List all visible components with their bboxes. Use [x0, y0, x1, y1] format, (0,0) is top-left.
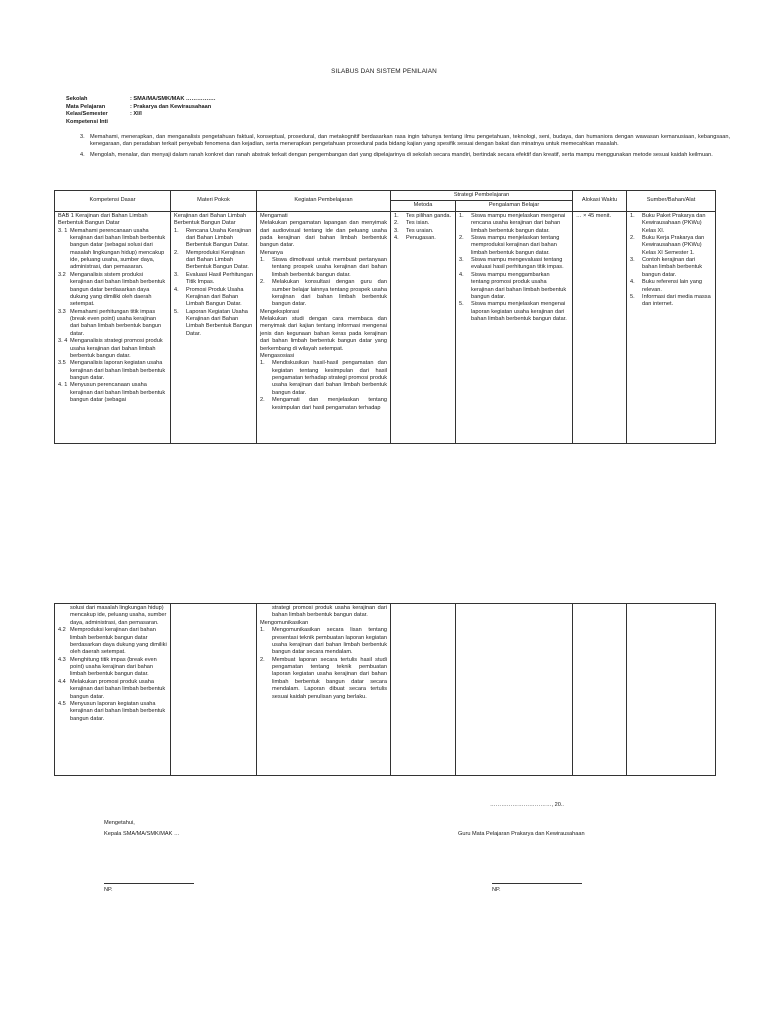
sumber-text: Buku Paket Prakarya dan Kewirausahaan (PKWu) Kelas XI.	[642, 212, 706, 234]
kegiatan-number: 1.	[260, 627, 265, 634]
materi-item	[174, 287, 253, 309]
sumber-number: 1.	[630, 212, 635, 219]
kegiatan-text: Mengamati dan menjelaskan tentang kesimpulan dari hasil pengamatan terhadap	[272, 397, 387, 411]
kd-number: 4. 1	[58, 382, 68, 389]
cell-pengalaman-cont	[456, 604, 573, 776]
sumber-item	[630, 213, 712, 235]
kegiatan-item	[260, 657, 387, 701]
materi-number: 4.	[174, 286, 179, 293]
mengetahui-label: Mengetahui,	[104, 820, 135, 826]
metoda-text: Penugasan.	[406, 234, 436, 241]
ki-item	[80, 152, 730, 159]
kd-continuation: solusi dari masalah lingkungan hidup) mencakup ide, peluang usaha, sumber daya, administrasi, dan pemasaran.	[70, 605, 167, 626]
ki-number: 3.	[80, 134, 85, 140]
sumber-text: Informasi dari media massa dan internet.	[642, 293, 711, 308]
meta-key: Kompetensi Inti	[66, 118, 108, 125]
materi-item	[174, 309, 253, 339]
kd-number: 3.2	[58, 271, 66, 278]
syllabus-table-page-2	[54, 603, 716, 776]
ki-text: Mengolah, menalar, dan menyaji dalam ranah konkret dan ranah abstrak terkait dengan pengembangan dari yang dipelajarinya di sekolah secara mandiri, bertindak secara efektif dan kreatif, serta mampu menggunakan metode sesuai kaidah keilmuan.	[90, 151, 713, 158]
kd-text: Menghitung titik impas (break even point) usaha kerajinan dari bahan limbah berbentuk bangun datar.	[70, 656, 157, 678]
metoda-number: 2.	[394, 220, 399, 227]
sumber-number: 2.	[630, 234, 635, 241]
kd-text: Melakukan promosi produk usaha kerajinan dari bahan limbah berbentuk bangun datar.	[70, 678, 166, 700]
metoda-text: Tes pilihan ganda.	[406, 212, 452, 219]
header-materi-pokok: Materi Pokok	[171, 191, 257, 212]
sumber-text: Buku referensi lain yang relevan.	[642, 279, 703, 293]
pengalaman-number: 1.	[459, 212, 464, 219]
ki-text: Memahami, menerapkan, dan menganalisis pengetahuan faktual, konseptual, prosedural, dan metakognitif berdasarkan rasa ingin tahunya tentang ilmu pengetahuan, teknologi, seni, budaya, dan humaniora dengan wawasan kemanusiaan, kebangsaan, kenegaraan, dan peradaban terkait penyebab fenomena dan kejadian, serta menerapkan pengetahuan prosedural pada bidang kajian yang spesifik sesuai dengan bakat dan minatnya untuk memecahkan masalah.	[90, 134, 730, 148]
kd-text: Menganalisis strategi promosi produk usaha kerajinan dari bahan limbah berbentuk bangun datar.	[70, 338, 163, 359]
sumber-item	[630, 235, 712, 257]
meta-key: Sekolah	[66, 96, 88, 102]
sumber-item	[630, 279, 712, 294]
signature-line-principal	[104, 883, 194, 884]
kd-text: Memahami perhitungan titik impas (break even point) usaha kerajinan dari bahan limbah berbentuk bangun datar.	[70, 308, 162, 337]
cell-metoda	[391, 211, 456, 443]
meta-value: : SMA/MA/SMK/MAK …………….	[130, 96, 216, 102]
meta-row-mapel	[66, 104, 215, 112]
materi-item	[174, 272, 253, 287]
header-kompetensi-dasar: Kompetensi Dasar	[55, 191, 171, 212]
materi-text: Promosi Produk Usaha Kerajinan dari Bahan Limbah Bangun Datar.	[186, 286, 244, 308]
alokasi-value: … × 45 menit.	[576, 212, 611, 219]
pengalaman-text: Siswa mampu menjelaskan tentang memproduksi kerajinan dari bahan limbah berbentuk bangun datar.	[471, 234, 560, 256]
header-pengalaman: Pengalaman Belajar	[456, 201, 573, 211]
materi-number: 5.	[174, 308, 179, 315]
header-kegiatan: Kegiatan Pembelajaran	[257, 191, 391, 212]
pengalaman-number: 3.	[459, 257, 464, 263]
kd-number: 4.2	[58, 627, 66, 634]
kegiatan-heading-mengeksplorasi: Mengeksplorasi	[260, 308, 300, 315]
pengalaman-item	[459, 235, 569, 257]
materi-text: Evaluasi Hasil Perhitungan Titik Impas.	[186, 271, 253, 286]
kd-number: 3.5	[58, 360, 66, 367]
materi-text: Laporan Kegiatan Usaha Kerajinan dari Bahan Limbah Berbentuk Bangun Datar.	[186, 308, 253, 337]
kd-text: Menganalisis sistem produksi kerajinan dari bahan limbah berbentuk bangun datar berdasarkan daya dukung yang dimiliki oleh daerah setempat.	[70, 271, 166, 308]
kegiatan-item	[260, 360, 387, 397]
materi-number: 3.	[174, 271, 179, 278]
kd-item	[58, 338, 167, 360]
pengalaman-number: 4.	[459, 271, 464, 278]
meta-row-sekolah	[66, 96, 215, 104]
materi-text: Memproduksi Kerajinan dari Bahan Limbah Berbentuk Bangun Datar.	[186, 249, 249, 271]
meta-key: Kelas/Semester	[66, 111, 108, 118]
header-metoda: Metoda	[391, 201, 456, 211]
kd-number: 4.4	[58, 678, 66, 685]
kd-text: Menyusun perencanaan usaha kerajinan dari bahan limbah berbentuk bangun datar (sebagai	[70, 382, 166, 404]
teacher-label: Guru Mata Pelajaran Prakarya dan Kewirausahaan	[458, 831, 585, 837]
header-sumber: Sumber/Bahan/Alat	[627, 191, 716, 212]
materi-number: 2.	[174, 249, 179, 256]
metoda-item	[394, 213, 452, 220]
kegiatan-heading-mengomunikasikan: Mengomunikasikan	[260, 619, 309, 626]
pengalaman-item	[459, 301, 569, 323]
meta-row-kelas	[66, 111, 215, 119]
place-date: ……………………………, 20..	[490, 802, 564, 808]
cell-kegiatan-cont	[257, 604, 391, 776]
metoda-item	[394, 228, 452, 235]
kegiatan-text: Membuat laporan secara tertulis hasil studi pengamatan tentang teknik pembuatan laporan kegiatan usaha kerajinan dari bahan limbah berbentuk bangun datar secara mendalam. Laporan dibuat secara tertulis sesuai kaidah penulisan yang berlaku.	[272, 656, 387, 700]
kegiatan-continuation: strategi promosi produk usaha kerajinan dari bahan limbah berbentuk bangun datar.	[272, 605, 387, 619]
pengalaman-item	[459, 272, 569, 302]
cell-sumber	[627, 211, 716, 443]
signature-line-teacher	[492, 883, 582, 884]
cell-alokasi-waktu	[573, 211, 627, 443]
kd-number: 3. 1	[58, 227, 68, 234]
metoda-number: 4.	[394, 234, 399, 241]
sumber-item	[630, 257, 712, 279]
metoda-text: Tes isian.	[406, 220, 430, 227]
materi-title: Kerajinan dari Bahan Limbah Berbentuk Bangun Datar	[174, 212, 247, 227]
meta-key: Mata Pelajaran	[66, 103, 106, 110]
pengalaman-item	[459, 257, 569, 272]
pengalaman-text: Siswa mampu mengevaluasi tentang evaluasi hasil perhitungan titik impas.	[471, 257, 564, 271]
ki-number: 4.	[80, 151, 85, 158]
meta-value: : Prakarya dan Kewirausahaan	[130, 103, 212, 110]
kd-item	[58, 228, 167, 272]
kegiatan-number: 1.	[260, 360, 265, 367]
pengalaman-number: 5.	[459, 301, 464, 308]
kd-number: 4.5	[58, 700, 66, 707]
cell-alokasi-cont	[573, 604, 627, 776]
kegiatan-number: 2.	[260, 279, 265, 286]
kd-item	[58, 701, 167, 723]
kd-text: Menyusun laporan kegiatan usaha kerajinan dari bahan limbah berbentuk bangun datar.	[70, 700, 166, 722]
kegiatan-item	[260, 627, 387, 657]
kd-bab-title: BAB 1 Kerajinan dari Bahan Limbah Berbentuk Bangun Datar	[58, 212, 148, 227]
pengalaman-text: Siswa mampu menjelaskan mengenai laporan kegiatan usaha kerajinan dari bahan limbah berbentuk bangun datar.	[471, 301, 567, 322]
kd-item	[58, 360, 167, 382]
kd-number: 4.3	[58, 656, 66, 663]
kd-text: Memproduksi kerajinan dari bahan limbah berbentuk bangun datar berdasarkan daya dukung yang dimiliki oleh daerah setempat.	[70, 627, 167, 656]
kegiatan-text: Melakukan konsultasi dengan guru dan sumber belajar lainnya tentang prospek usaha kerajinan dari bahan limbah berbentuk bangun datar.	[272, 279, 387, 308]
identity-block	[66, 96, 215, 126]
pengalaman-number: 2.	[459, 234, 464, 241]
cell-materi-pokok	[171, 211, 257, 443]
sumber-text: Buku Kerja Prakarya dan Kewirausahaan (PKWu) Kelas XI Semester 1.	[642, 234, 705, 256]
kd-text: Memahami perencanaan usaha kerajinan dari bahan limbah berbentuk bangun datar (sebagai solusi dari masalah lingkungan hidup) mencakup ide, peluang usaha, sumber daya, administrasi, dan pemasaran.	[70, 227, 166, 271]
meta-value: : XI/I	[130, 111, 142, 118]
header-strategi: Strategi Pembelajaran	[391, 191, 573, 201]
cell-metoda-cont	[391, 604, 456, 776]
metoda-item	[394, 235, 452, 242]
kegiatan-number: 1.	[260, 257, 265, 263]
kd-item	[58, 679, 167, 701]
metoda-item	[394, 220, 452, 227]
metoda-number: 3.	[394, 227, 399, 234]
kegiatan-text: Siswa dimotivasi untuk membuat pertanyaan tentang prospek usaha kerajinan dari bahan limbah berbentuk bangun datar.	[272, 257, 387, 278]
cell-kegiatan	[257, 211, 391, 443]
kegiatan-number: 2.	[260, 656, 265, 663]
kegiatan-heading-mengamati: Mengamati	[260, 212, 288, 219]
np-teacher: NP.	[492, 887, 501, 893]
np-principal: NP.	[104, 887, 113, 893]
meta-row-ki	[66, 119, 215, 127]
metoda-number: 1.	[394, 212, 399, 219]
kd-item	[58, 382, 167, 404]
kegiatan-text-mengamati: Melakukan pengamatan lapangan dan menyimak dari audiovisual tentang ide dan peluang usaha pada kerajinan dari bahan limbah berbentuk bangun datar.	[260, 220, 387, 249]
kompetensi-inti-list	[80, 134, 730, 162]
syllabus-table-page-1	[54, 190, 716, 444]
kd-number: 3.3	[58, 308, 66, 315]
sumber-number: 4.	[630, 279, 635, 286]
kegiatan-item	[260, 279, 387, 309]
kegiatan-heading-mengasosiasi: Mengasosiasi	[260, 352, 295, 359]
metoda-text: Tes uraian.	[406, 227, 434, 234]
ki-item	[80, 134, 730, 149]
kd-number: 3. 4	[58, 338, 68, 345]
header-alokasi: Alokasi Waktu	[573, 191, 627, 212]
kegiatan-text: Mengomunikasikan secara lisan tentang presentasi teknik pembuatan laporan kegiatan usaha kerajinan dari bahan limbah berbentuk bangun datar secara mendalam.	[272, 627, 387, 656]
pengalaman-text: Siswa mampu menggambarkan tentang promosi produk usaha kerajinan dari bahan limbah berbentuk bangun datar.	[471, 271, 567, 300]
sumber-number: 5.	[630, 293, 635, 300]
materi-item	[174, 250, 253, 272]
cell-materi-pokok-cont	[171, 604, 257, 776]
principal-label: Kepala SMA/MA/SMK/MAK …	[104, 831, 180, 837]
kegiatan-text: Mendiskusikan hasil-hasil pengamatan dan kegiatan tentang kesimpulan dari hasil pengamatan terhadap strategi promosi produk usaha kerajinan dari bahan limbah berbentuk bangun datar.	[272, 360, 387, 396]
kegiatan-heading-menanya: Menanya	[260, 249, 284, 256]
document-title: SILABUS DAN SISTEM PENILAIAN	[331, 68, 437, 75]
sumber-item	[630, 294, 712, 309]
cell-kompetensi-dasar-cont	[55, 604, 171, 776]
sumber-text: Contoh kerajinan dari bahan limbah berbentuk bangun datar.	[642, 257, 703, 278]
materi-item	[174, 228, 253, 250]
kegiatan-item	[260, 397, 387, 412]
kd-item	[58, 627, 167, 657]
pengalaman-item	[459, 213, 569, 235]
kd-item	[58, 309, 167, 339]
pengalaman-text: Siswa mampu menjelaskan mengenai rencana usaha kerajinan dari bahan limbah berbentuk bangun datar.	[471, 212, 566, 234]
kd-text: Menganalisis laporan kegiatan usaha kerajinan dari bahan limbah berbentuk bangun datar.	[70, 360, 166, 381]
kd-item	[58, 657, 167, 679]
kegiatan-text-mengeksplorasi: Melakukan studi dengan cara membaca dan menyimak dari kajian tentang informasi mengenai jenis dan kegunaan bahan keras pada kerajinan dari bahan limbah berbentuk bangun datar yang berkembang di wilayah setempat.	[260, 316, 387, 352]
kegiatan-item	[260, 257, 387, 279]
sumber-number: 3.	[630, 257, 635, 263]
kd-item	[58, 272, 167, 309]
materi-number: 1.	[174, 227, 179, 234]
materi-text: Rencana Usaha Kerajinan dari Bahan Limbah Berbentuk Bangun Datar.	[186, 227, 252, 249]
cell-sumber-cont	[627, 604, 716, 776]
cell-kompetensi-dasar	[55, 211, 171, 443]
kegiatan-number: 2.	[260, 397, 265, 404]
cell-pengalaman-belajar	[456, 211, 573, 443]
